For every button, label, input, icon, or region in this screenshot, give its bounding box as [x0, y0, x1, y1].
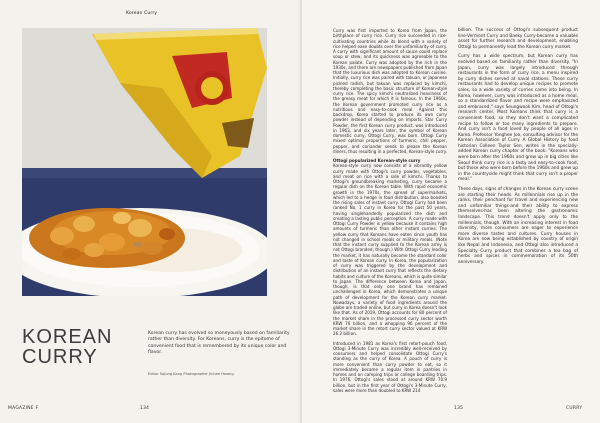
col1-paragraph-2: Korean-style curry now consists of a vibrantly yellow curry made with Ottogi's curry powder, vegetables, and meat on rice with a side of kimchi. Thanks to Ottogi's groundbreaking marketing, curry became a regular dish on the Korean table. With rapid economic growth in the 1970s, the spread of supermarkets, which led to a hedge in food distribution, also boosted the rising sales of instant curry. Ottogi Curry had been ranked No. 1 curry in Korea for the past 50 years, having singlehandedly popularized the dish and creating a lasting public perception. A curry made with Ottogi Curry Powder is yellow because it contains high amounts of turmeric than other instant curries. The yellow curry that Koreans have eaten since youth has not changed in school meals or military meals. (Note that the instant curry supplied to the Korean army is not Ottogi branded, though.) With Ottogi Curry leading the market, it has naturally become the standard color and taste of Korean curry. In Korea, the popularization of curry was triggered by the development and distribution of an instant curry that reflects the dietary habits and culture of the Koreans, which is quite similar to Japan. The difference between Korea and Japan, though, is that only one brand has remained unchallenged in Korea, which demonstrates a unique path of development for the Korean curry market. Nowadays, a variety of food ingredients around the globe are traded online, but curry in Korea doesn't look like that. As of 2019, Ottogi accounts for 80 percent of the market share in the processed curry sector worth KRW 76 billion, and a whopping 96 percent of the market share in the retort curry sector valued at KRW 26.2 billion.: [333, 163, 447, 337]
article-title: [22, 327, 112, 367]
folio-right-page-number: 135: [454, 406, 464, 411]
body-column-1: [333, 28, 447, 393]
title-line-1: KOREAN: [22, 326, 113, 348]
folio-section: CURRY: [566, 406, 583, 411]
col2-paragraph-2: Curry has a wide spectrum, but Korean curry has evolved based on familiarity rather than diversity. "In Japan, curry was largely introduced through restaurants in the form of curry rice, a menu inspired by curry dishes served at naval stations. These curry restaurants had to develop unique recipes to promote sales, so a wide variety of curries came into being. In Korea, however, curry was introduced as a home meal, so a standardized flavor and recipe were emphasized and embraced," says Seungwook Kim, head of Ottogi's research center. Most Koreans think that curry is a convenient food, so they don't want a complicated recipe to follow or too many ingredients to prepare. And curry isn't a food loved by people of all ages in Korea. Professor Yonghee Joo, consulting advisor for the Korean Association of Curry. A Global History by food historian Colleen Taylor Sen, writes in the specially-added Korean curry chapter of the book: "Koreans who were born after the 1960s and grew up in big cities like Seoul think curry rice is a tasty and easy-to-cook food, but those who were born before the 1960s and grew up in the countryside might think that curry isn't a proper meal.": [458, 54, 578, 183]
curry-photo: [22, 28, 267, 296]
article-intro: Korean curry has evolved so moneyously based on familiarity rather than diversity. For Koreans, curry is the epitome of convenient food that is remembered by its unique color and flavor.: [148, 331, 290, 356]
col2-paragraph-3: These days, signs of changes in the Korean curry scene are starting their heads. As millennials rise up in the ranks, their penchant for travel and experiencing new and unfamiliar things-and their ability to express themselves-has been altering the gastronomic landscape. This trend doesn't apply only to the millennials, though. With an increasing interest in food diversity, more consumers are eager to experience more diverse tastes and cultures. Curry houses in Korea are now being established by country of origin like Nepal and Indonesia, and Ottogi also introduced a Specialty Curry product that combines a tea bag of herbs and spices in commemoration of its 50th anniversary.: [458, 187, 578, 265]
article-credit: Editor Sojung Kang Photographer Jinhee Hwang: [148, 372, 234, 376]
curry-photo-illustration: [22, 28, 267, 296]
col1-paragraph-3: Introduced in 1981 as Korea's first retort-pouch food, Ottogi 3-Minute Curry was incredibly well-received by consumers and helped consolidate Ottogi Curry's standing as the curry of Korea. A pouch of curry is more convenient than curry powder to eat, so it immediately became a regular item in pantries in homes and on camping trips or college boarding trips. In 1976, Ottogi's sales stood at around KRW 70.9 billion, but in the first year of Ottogi's 3-Minute Curry, sales were more than doubled to KRW 214: [333, 340, 447, 393]
body-column-2: [458, 28, 578, 265]
folio-magazine: MAGAZINE F: [8, 406, 39, 411]
running-head: Korean Curry: [126, 11, 158, 16]
folio-left-page-number: 134: [140, 406, 150, 411]
col1-paragraph-1: Curry was first imported to Korea from Japan, the birthplace of curry rice. Curry rice succeeded in rice-cultivating countries while its blend with a variety of rice helped ease doubts over the unfamiliarity of curry. A curry with significant amount of sauce could replace soup or stew, and its quickness was agreeable to the Korean palate. Curry was adopted by the rich in the 1930s, and there are newspapers published from Japan that the luxurious dish was adopted to Korean cuisine. Initially, curry rice was paired with takuan, or Japanese pickled radish, but takuan was replaced by kimchi, thereby completing the basic structure of Korean-style curry rice. The spicy kimchi neutralized heaviness of the greasy meat for which it is famous. In the 1960s, the Korean government promoted curry rice as a nutritious and easy-to-cook meal. Against this backdrop, Korea started to produce its own curry powder instead of depending on imports. Star Curry Powder, the first Korean curry product, was introduced in 1963, and six years later, the symbol of Korean domestic curry, Ottogi Curry, was born. Ottogi Curry mixed optimal proportions of turmeric, chili pepper, pepper, and coriander seeds to please the Korean diners, thus resulting in a perfected, Korean-style curry.: [333, 28, 447, 154]
col1-subheading: Ottogi popularized Korean-style curry: [333, 158, 421, 163]
title-line-2: CURRY: [22, 346, 98, 368]
curry-mound: [29, 208, 185, 268]
col2-paragraph-1: billion. The success of Ottogi's subsequent product line-Vermont Curry and Baeky Curry-became a valuable asset for further research and development, enabling Ottogi to permanently lead the Korean curry market.: [458, 28, 578, 50]
